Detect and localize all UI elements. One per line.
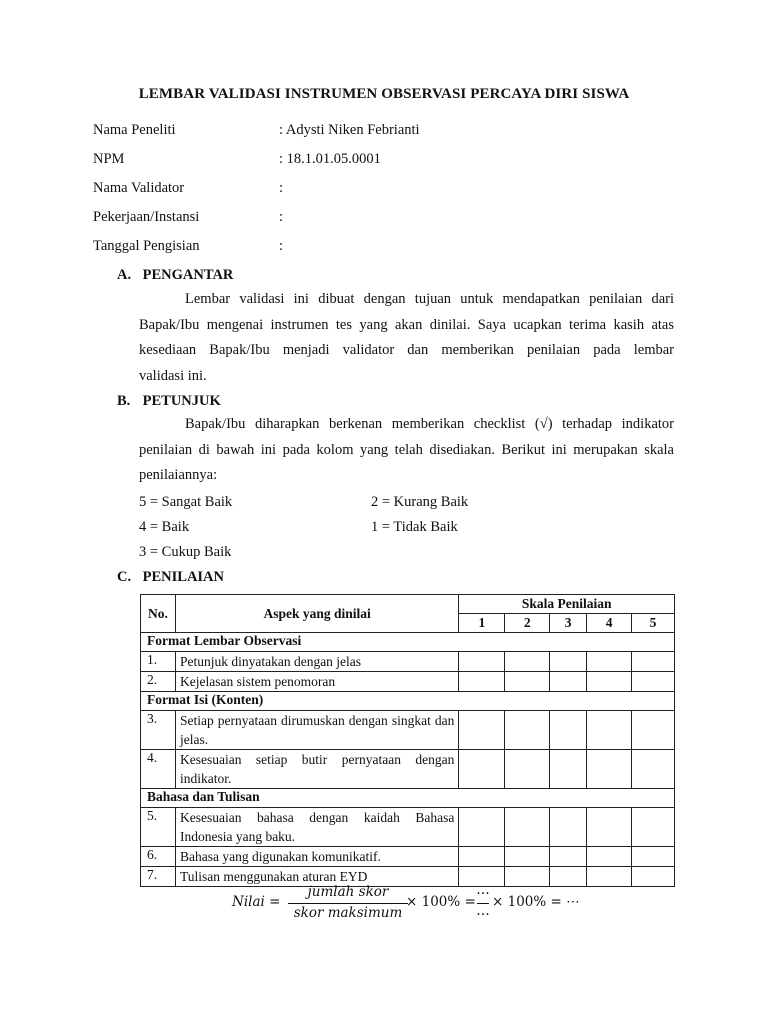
score-cell[interactable]	[632, 867, 675, 887]
section-title: PETUNJUK	[142, 393, 221, 409]
table-row	[141, 750, 675, 789]
section-heading-c	[117, 569, 224, 586]
rating-table	[140, 594, 675, 887]
score-cell[interactable]	[459, 847, 505, 867]
score-cell[interactable]	[550, 652, 587, 672]
info-label: NPM	[93, 151, 125, 167]
score-cell[interactable]	[550, 808, 587, 847]
score-cell[interactable]	[505, 867, 550, 887]
info-value: :	[279, 209, 284, 225]
info-label: Nama Peneliti	[93, 122, 176, 138]
score-cell[interactable]	[459, 808, 505, 847]
group-row	[141, 633, 675, 652]
table-row	[141, 652, 675, 672]
row-number: 5.	[141, 808, 176, 847]
score-cell[interactable]	[632, 847, 675, 867]
score-cell[interactable]	[550, 750, 587, 789]
table-row	[141, 847, 675, 867]
formula-denominator: skor maksimum	[293, 905, 403, 921]
table-row	[141, 672, 675, 692]
formula-middle: × 100% =	[406, 894, 476, 910]
formula-tail: × 100% = ⋯	[492, 894, 580, 910]
score-cell[interactable]	[505, 847, 550, 867]
scale-item: 4 = Baik	[139, 519, 190, 535]
score-cell[interactable]	[459, 672, 505, 692]
scale-item: 5 = Sangat Baik	[139, 494, 233, 510]
paragraph-line: penilaiannya:	[139, 467, 218, 483]
section-heading-a	[117, 267, 233, 284]
row-aspect: Kejelasan sistem penomoran	[175, 672, 458, 692]
header-no: No.	[141, 595, 176, 633]
paragraph-line: validasi ini.	[139, 367, 207, 384]
formula-fraction-bar	[288, 903, 408, 904]
group-row	[141, 789, 675, 808]
score-cell[interactable]	[505, 652, 550, 672]
score-cell[interactable]	[632, 808, 675, 847]
header-score-4: 4	[587, 614, 632, 633]
paragraph-line: penilaian di bawah ini pada kolom yang telah disediakan. Berikut ini merupakan skala	[139, 441, 674, 458]
score-cell[interactable]	[550, 847, 587, 867]
row-aspect: Bahasa yang digunakan komunikatif.	[175, 847, 458, 867]
score-cell[interactable]	[587, 867, 632, 887]
section-title: PENGANTAR	[142, 267, 234, 283]
paragraph-line: Lembar validasi ini dibuat dengan tujuan untuk mendapatkan penilaian dari	[185, 291, 674, 307]
row-aspect: Petunjuk dinyatakan dengan jelas	[175, 652, 458, 672]
group-title: Format Lembar Observasi	[141, 633, 675, 652]
score-cell[interactable]	[505, 808, 550, 847]
section-title: PENILAIAN	[142, 569, 224, 585]
score-cell[interactable]	[587, 672, 632, 692]
info-value: :	[279, 180, 284, 196]
header-score-2: 2	[505, 614, 550, 633]
paragraph-line: kesediaan Bapak/Ibu menjadi validator dan memberikan penilaian pada lembar	[139, 342, 674, 358]
group-row	[141, 692, 675, 711]
section-heading-b	[117, 393, 221, 410]
row-number: 4.	[141, 750, 176, 789]
row-aspect: Kesesuaian bahasa dengan kaidah Bahasa Indonesia yang baku.	[175, 808, 458, 847]
header-score-1: 1	[459, 614, 505, 633]
score-cell[interactable]	[587, 847, 632, 867]
score-cell[interactable]	[505, 672, 550, 692]
formula-denominator-2: …	[476, 903, 490, 919]
score-cell[interactable]	[587, 711, 632, 750]
row-number: 2.	[141, 672, 176, 692]
group-title: Format Isi (Konten)	[141, 692, 675, 711]
info-value: : Adysti Niken Febrianti	[279, 122, 420, 138]
score-cell[interactable]	[550, 711, 587, 750]
paragraph-line: Bapak/Ibu mengenai instrumen tes yang akan dinilai. Saya ucapkan terima kasih atas	[139, 316, 674, 333]
info-label: Pekerjaan/Instansi	[93, 209, 200, 225]
document-title: LEMBAR VALIDASI INSTRUMEN OBSERVASI PERCAYA DIRI SISWA	[138, 86, 630, 102]
formula-lhs: Nilai =	[232, 894, 281, 910]
row-aspect: Tulisan menggunakan aturan EYD	[175, 867, 458, 887]
section-letter: A.	[117, 267, 132, 283]
row-number: 3.	[141, 711, 176, 750]
score-cell[interactable]	[587, 652, 632, 672]
score-cell[interactable]	[459, 652, 505, 672]
row-number: 1.	[141, 652, 176, 672]
header-aspect: Aspek yang dinilai	[175, 595, 458, 633]
score-cell[interactable]	[632, 672, 675, 692]
scale-item: 1 = Tidak Baik	[371, 519, 458, 535]
score-cell[interactable]	[632, 750, 675, 789]
header-score-3: 3	[550, 614, 587, 633]
score-cell[interactable]	[550, 672, 587, 692]
paragraph-line: Bapak/Ibu diharapkan berkenan memberikan checklist (√) terhadap indikator	[185, 416, 674, 432]
score-cell[interactable]	[505, 711, 550, 750]
table-row	[141, 808, 675, 847]
row-number: 7.	[141, 867, 176, 887]
formula-numerator: jumlah skor	[307, 884, 389, 900]
score-cell[interactable]	[459, 711, 505, 750]
score-cell[interactable]	[587, 750, 632, 789]
score-cell[interactable]	[550, 867, 587, 887]
intro-paragraph	[139, 287, 674, 389]
group-title: Bahasa dan Tulisan	[141, 789, 675, 808]
info-label: Nama Validator	[93, 180, 185, 196]
section-letter: C.	[117, 569, 132, 585]
scale-item: 3 = Cukup Baik	[139, 544, 232, 560]
info-value: : 18.1.01.05.0001	[279, 151, 381, 167]
info-label: Tanggal Pengisian	[93, 238, 200, 254]
score-cell[interactable]	[587, 808, 632, 847]
instructions-paragraph	[139, 412, 674, 489]
row-aspect: Kesesuaian setiap butir pernyataan dengan indikator.	[175, 750, 458, 789]
header-scale: Skala Penilaian	[459, 595, 675, 614]
info-value: :	[279, 238, 284, 254]
row-number: 6.	[141, 847, 176, 867]
score-cell[interactable]	[505, 750, 550, 789]
row-aspect: Setiap pernyataan dirumuskan dengan singkat dan jelas.	[175, 711, 458, 750]
scale-item: 2 = Kurang Baik	[371, 494, 469, 510]
table-row	[141, 711, 675, 750]
formula-numerator-2: …	[476, 882, 490, 898]
score-cell[interactable]	[632, 711, 675, 750]
header-score-5: 5	[632, 614, 675, 633]
score-cell[interactable]	[459, 750, 505, 789]
score-cell[interactable]	[632, 652, 675, 672]
section-letter: B.	[117, 393, 131, 409]
